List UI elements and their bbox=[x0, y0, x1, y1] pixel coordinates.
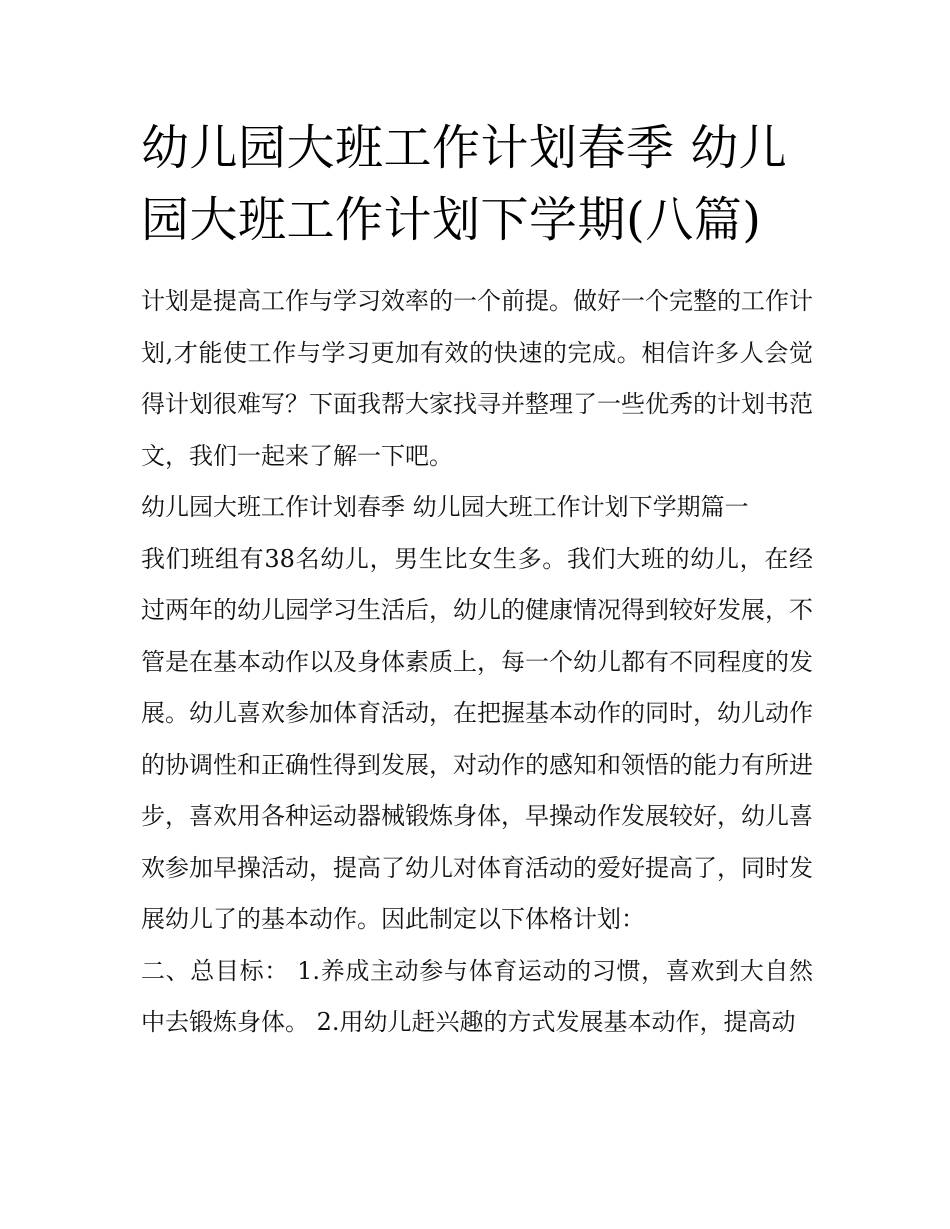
goals-paragraph: 二、总目标： 1.养成主动参与体育运动的习惯，喜欢到大自然中去锻炼身体。 2.用幼儿赶兴趣的方式发展基本动作，提高动 bbox=[141, 956, 813, 1036]
intro-paragraph: 计划是提高工作与学习效率的一个前提。做好一个完整的工作计划,才能使工作与学习更加有效的快速的完成。相信许多人会觉得计划很难写？下面我帮大家找寻并整理了一些优秀的计划书范文，我们一起来了解一下吧。 bbox=[141, 287, 813, 470]
document-title: 幼儿园大班工作计划春季 幼儿园大班工作计划下学期(八篇) bbox=[141, 120, 788, 248]
body-paragraph: 我们班组有38名幼儿，男生比女生多。我们大班的幼儿，在经过两年的幼儿园学习生活后，幼儿的健康情况得到较好发展，不管是在基本动作以及身体素质上，每一个幼儿都有不同程度的发展。幼儿喜欢参加体育活动，在把握基本动作的同时，幼儿动作的协调性和正确性得到发展，对动作的感知和领悟的能力有所进步，喜欢用各种运动器械锻炼身体，早操动作发展较好，幼儿喜欢参加早操活动，提高了幼儿对体育活动的爱好提高了，同时发展幼儿了的基本动作。因此制定以下体格计划： bbox=[141, 544, 813, 933]
document-content bbox=[141, 112, 813, 1049]
section-heading: 幼儿园大班工作计划春季 幼儿园大班工作计划下学期篇一 bbox=[141, 493, 749, 521]
